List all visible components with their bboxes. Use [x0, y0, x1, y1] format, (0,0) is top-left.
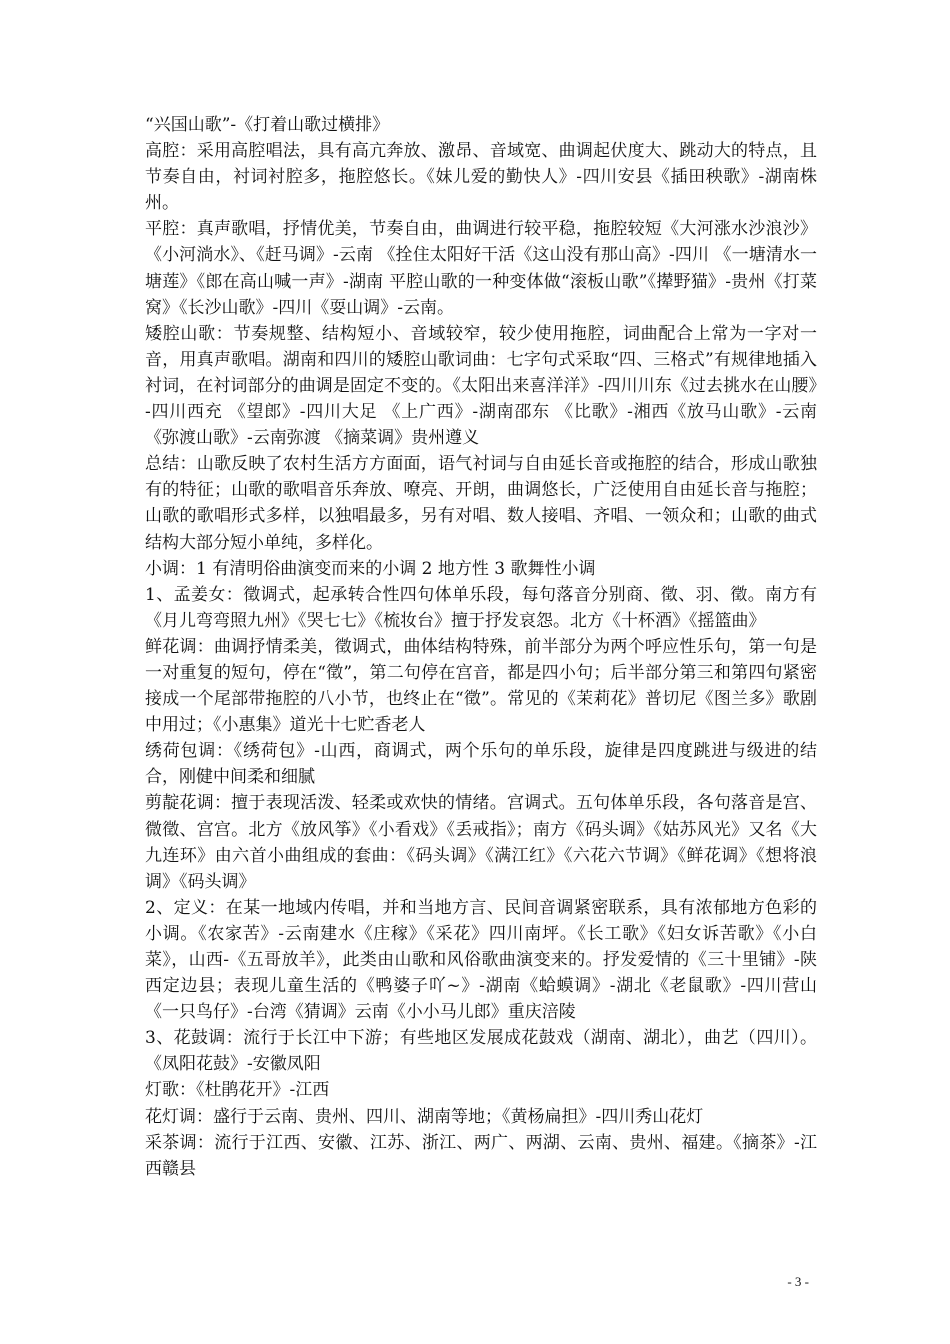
paragraph-huadengdiao: 花灯调：盛行于云南、贵州、四川、湖南等地；《黄杨扁担》-四川秀山花灯: [145, 1106, 704, 1127]
page-number: - 3 -: [787, 1274, 809, 1289]
paragraph-definition: 2、定义：在某一地域内传唱，并和当地方言、民间音调紧密联系，具有浓郁地方色彩的小调。《农家苦》-云南建水《庄稼》《采花》四川南坪。《长工歌》《妇女诉苦歌》《小白菜》，山西-《五哥放羊》，此类由山歌和风俗歌曲演变来的。抒发爱情的《三十里铺》-陕西定边县；表现儿童生活的《鸭婆子吖~》-湖南《蛤蟆调》-湖北《老鼠歌》-四川营山《一只鸟仔》-台湾《猜调》云南《小小马儿郎》重庆涪陵: [145, 897, 817, 1023]
paragraph-summary: 总结：山歌反映了农村生活方方面面，语气衬词与自由延长音或拖腔的结合，形成山歌独有的特征；山歌的歌唱音乐奔放、嘹亮、开朗，曲调悠长，广泛使用自由延长音与拖腔；山歌的歌唱形式多样，以独唱最多，另有对唱、数人接唱、齐唱、一领众和；山歌的曲式结构大部分短小单纯，多样化。: [145, 454, 817, 553]
paragraph-aiqiang-shange: 矮腔山歌：节奏规整、结构短小、音域较窄，较少使用拖腔，词曲配合上常为一字对一音，用真声歌唱。湖南和四川的矮腔山歌词曲：七字句式采取“四、三格式”有规律地插入衬词，在衬词部分的曲调是固定不变的。《太阳出来喜洋洋》-四川川东《过去挑水在山腰》-四川西充 《望郎》-四川大足 《上广西》-湖南邵东 《比歌》-湘西《放马山歌》-云南 《弥渡山歌》-云南弥渡 《摘菜调》贵州遵义: [145, 323, 817, 449]
paragraph-xianhuadiao: 鲜花调：曲调抒情柔美，徵调式，曲体结构特殊，前半部分为两个呼应性乐句，第一句是一对重复的短句，停在“徵”，第二句停在宫音，都是四小句；后半部分第三和第四句紧密接成一个尾部带拖腔的八小节，也终止在“徵”。常见的《茉莉花》普切尼《图兰多》歌剧中用过；《小惠集》道光十七贮香老人: [145, 636, 817, 736]
document-body: [145, 112, 817, 1182]
paragraph-dengge: 灯歌：《杜鹃花开》-江西: [145, 1080, 330, 1101]
paragraph-xingguo-shange: “兴国山歌”-《打着山歌过横排》: [145, 115, 390, 135]
paragraph-xiuhebao: 绣荷包调：《绣荷包》-山西，商调式，两个乐句的单乐段，旋律是四度跳进与级进的结合，刚健中间柔和细腻: [145, 741, 817, 788]
paragraph-huagudiao: 3、花鼓调：流行于长江中下游；有些地区发展成花鼓戏（湖南、湖北），曲艺（四川）。《凤阳花鼓》-安徽凤阳: [145, 1028, 817, 1075]
paragraph-xiaodiao: 小调：1 有清明俗曲演变而来的小调 2 地方性 3 歌舞性小调: [145, 558, 596, 579]
paragraph-pingqiang: 平腔：真声歌唱，抒情优美，节奏自由，曲调进行较平稳，拖腔较短《大河涨水沙浪沙》《小河淌水》、《赶马调》-云南 《拴住太阳好干活《这山没有那山高》-四川 《一塘清水一塘莲》《郎在高山喊一声》-湖南 平腔山歌的一种变体做“滚板山歌”《撵野猫》-贵州《打菜窝》《长沙山歌》-四川《耍山调》-云南。: [145, 219, 817, 318]
paragraph-gaoqiang: 高腔：采用高腔唱法，具有高亢奔放、激昂、音域宽、曲调起伏度大、跳动大的特点，且节奏自由，衬词衬腔多，拖腔悠长。《妹儿爱的勤快人》-四川安县《插田秧歌》-湖南株州。: [145, 141, 817, 214]
paragraph-caichadiao: 采茶调：流行于江西、安徽、江苏、浙江、两广、两湖、云南、贵州、福建。《摘茶》-江西赣县: [145, 1132, 817, 1179]
paragraph-mengjiangnv: 1、孟姜女：徵调式，起承转合性四句体单乐段，每句落音分别商、徵、羽、徵。南方有《月儿弯弯照九州》《哭七七》《梳妆台》擅于抒发哀怨。北方《十杯酒》《摇篮曲》: [145, 584, 817, 631]
paragraph-jiandianhua: 剪靛花调：擅于表现活泼、轻柔或欢快的情绪。宫调式。五句体单乐段，各句落音是宫、微徵、宫宫。北方《放风筝》《小看戏》《丢戒指》；南方《码头调》《姑苏风光》又名《大九连环》由六首小曲组成的套曲：《码头调》《满江红》《六花六节调》《鲜花调》《想将浪调》《码头调》: [145, 793, 817, 892]
